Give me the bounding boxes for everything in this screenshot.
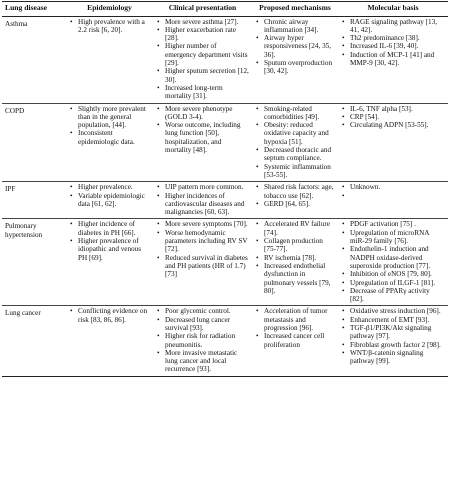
bullet-list (69, 307, 150, 324)
list-item: • Higher prevalence of idiopathic and venous PH [69]. (69, 237, 150, 262)
epidemiology-cell (66, 182, 153, 219)
comparison-table-document (2, 1, 448, 377)
list-item: • Higher number of emergency department visits [29]. (156, 42, 249, 67)
bullet-list (69, 183, 150, 208)
bullet-list (156, 220, 249, 278)
disease-name-cell: IPF (5, 185, 16, 194)
bullet-list (341, 307, 445, 365)
list-item: • More severe symptoms [70]. (156, 220, 249, 228)
molecular-basis-cell (338, 103, 448, 182)
bullet-list (69, 18, 150, 35)
list-item: • Chronic airway inflammation [34]. (255, 18, 335, 35)
list-item: • Decrease of PPARγ activity [82]. (341, 287, 445, 304)
header-proposed-mechanisms: Proposed mechanisms (252, 2, 338, 17)
bullet-list (156, 183, 249, 216)
list-item: • Th2 predominance [38]. (341, 34, 445, 42)
list-item: • Collagen production [75-77]. (255, 237, 335, 254)
molecular-basis-cell (338, 306, 448, 376)
list-item: • More severe phenotype (GOLD 3-4). (156, 105, 249, 122)
bullet-list (341, 105, 445, 130)
disease-name-cell: Pulmonary hypertension (5, 222, 43, 239)
list-item: • Oxidative stress induction [96]. (341, 307, 445, 315)
bullet-list (255, 183, 335, 208)
list-item: • Unknown. (341, 183, 445, 191)
list-item: • Higher prevalence. (69, 183, 150, 191)
list-item: • Sputum overproduction [30, 42]. (255, 59, 335, 76)
molecular-basis-cell (338, 219, 448, 306)
clinical-presentation-cell (153, 306, 252, 376)
proposed-mechanisms-cell (252, 182, 338, 219)
disease-name-cell: Asthma (5, 19, 28, 28)
list-item: • Shared risk factors: age, tobacco use [62]. (255, 183, 335, 200)
list-item: • Obesity: reduced oxidative capacity and hypoxia [51]. (255, 121, 335, 146)
list-item: • Higher risk for radiation pneumonitis. (156, 332, 249, 349)
list-item: • PDGF activation [75] . (341, 220, 445, 228)
bullet-list (341, 18, 445, 68)
list-item: • Higher exacerbation rate [28]. (156, 26, 249, 43)
header-molecular-basis: Molecular basis (338, 2, 448, 17)
table-header-row (2, 2, 448, 17)
list-item: • Higher sputum secretion [12, 30]. (156, 67, 249, 84)
header-lung-disease: Lung disease (2, 2, 66, 17)
epidemiology-cell (66, 219, 153, 306)
molecular-basis-cell (338, 16, 448, 103)
list-item: • Inhibition of eNOS [79, 80]. (341, 270, 445, 278)
table-body (2, 16, 448, 376)
clinical-presentation-cell (153, 16, 252, 103)
bullet-list (156, 18, 249, 101)
list-item: • Slightly more prevalent than in the general population, [44]. (69, 105, 150, 130)
bullet-list (341, 220, 445, 303)
list-item: • Circulating ADPN [53-55]. (341, 121, 445, 129)
list-item: • Increased IL-6 [39, 40]. (341, 42, 445, 50)
list-item: • Poor glycemic control. (156, 307, 249, 315)
proposed-mechanisms-cell (252, 103, 338, 182)
list-item: • RV ischemia [78]. (255, 254, 335, 262)
list-item (341, 192, 445, 200)
clinical-presentation-cell (153, 182, 252, 219)
list-item: • Reduced survival in diabetes and PH patients (HR of 1.7) [73] (156, 254, 249, 279)
proposed-mechanisms-cell (252, 306, 338, 376)
list-item: • Induction of MCP-1 [41] and MMP-9 [30, 42]. (341, 51, 445, 68)
table-row (2, 16, 448, 103)
list-item: • Accelerated RV failure [74]. (255, 220, 335, 237)
list-item: • More invasive metastatic lung cancer and local recurrence [93]. (156, 349, 249, 374)
bullet-list (255, 18, 335, 76)
epidemiology-cell (66, 306, 153, 376)
list-item: • Fibroblast growth factor 2 [98]. (341, 341, 445, 349)
disease-name-cell: Lung cancer (5, 309, 41, 318)
bullet-list (255, 307, 335, 348)
list-item: • Increased long-term mortality [31]. (156, 84, 249, 101)
list-item: • Decreased lung cancer survival [93]. (156, 316, 249, 333)
list-item: • More severe asthma [27]. (156, 18, 249, 26)
list-item: • TGF-β1/PI3K/Akt signaling pathway [97]. (341, 324, 445, 341)
header-epidemiology: Epidemiology (66, 2, 153, 17)
bullet-list (69, 105, 150, 146)
list-item: • Increased endothelial dysfunction in pulmonary vessels [79, 80]. (255, 262, 335, 295)
bullet-list (156, 307, 249, 373)
list-item: • IL-6, TNF alpha [53]. (341, 105, 445, 113)
list-item: • Acceleration of tumor metastasis and progression [96]. (255, 307, 335, 332)
molecular-basis-cell (338, 182, 448, 219)
list-item: • CRP [54]. (341, 113, 445, 121)
list-item: • WNT/β-catenin signaling pathway [99]. (341, 349, 445, 366)
bullet-list (255, 105, 335, 180)
list-item: • RAGE signaling pathway [13, 41, 42]. (341, 18, 445, 35)
list-item: • GERD [64, 65]. (255, 200, 335, 208)
list-item: • Worse hemodynamic parameters including RV SV [72]. (156, 229, 249, 254)
list-item: • Endothelin-1 induction and NADPH oxidase-derived superoxide production [77]. (341, 245, 445, 270)
list-item: • Higher incidences of cardiovascular diseases and malignancies [60, 63]. (156, 192, 249, 217)
list-item: • Systemic inflammation [53-55]. (255, 163, 335, 180)
lung-disease-table (2, 1, 448, 377)
proposed-mechanisms-cell (252, 219, 338, 306)
clinical-presentation-cell (153, 219, 252, 306)
list-item: • Inconsistent epidemiologic data. (69, 129, 150, 146)
list-item: • Smoking-related comorbidities [49]. (255, 105, 335, 122)
list-item: • Variable epidemiologic data [61, 62]. (69, 192, 150, 209)
list-item: • UIP pattern more common. (156, 183, 249, 191)
epidemiology-cell (66, 103, 153, 182)
list-item: • Upregulation of microRNA miR-29 family [76]. (341, 229, 445, 246)
proposed-mechanisms-cell (252, 16, 338, 103)
header-clinical-presentation: Clinical presentation (153, 2, 252, 17)
table-row (2, 103, 448, 182)
list-item: • Higher incidence of diabetes in PH [66]. (69, 220, 150, 237)
bullet-list (255, 220, 335, 295)
list-item: • Worse outcome, including lung function [50], hospitalization, and mortality [48]. (156, 121, 249, 154)
bullet-list (341, 183, 445, 200)
table-row (2, 182, 448, 219)
list-item: • Conflicting evidence on risk [83, 86, 86]. (69, 307, 150, 324)
list-item: • High prevalence with a 2.2 risk [6, 20]. (69, 18, 150, 35)
list-item: • Enhancement of EMT [93]. (341, 316, 445, 324)
epidemiology-cell (66, 16, 153, 103)
table-row (2, 219, 448, 306)
list-item: • Increased cancer cell proliferation (255, 332, 335, 349)
disease-name-cell: COPD (5, 106, 25, 115)
clinical-presentation-cell (153, 103, 252, 182)
list-item: • Upregulation of ILGF-1 [81]. (341, 279, 445, 287)
list-item: • Decreased thoracic and septum compliance. (255, 146, 335, 163)
table-row (2, 306, 448, 376)
list-item: • Airway hyper responsiveness [24, 35, 36]. (255, 34, 335, 59)
bullet-list (156, 105, 249, 155)
bullet-list (69, 220, 150, 261)
